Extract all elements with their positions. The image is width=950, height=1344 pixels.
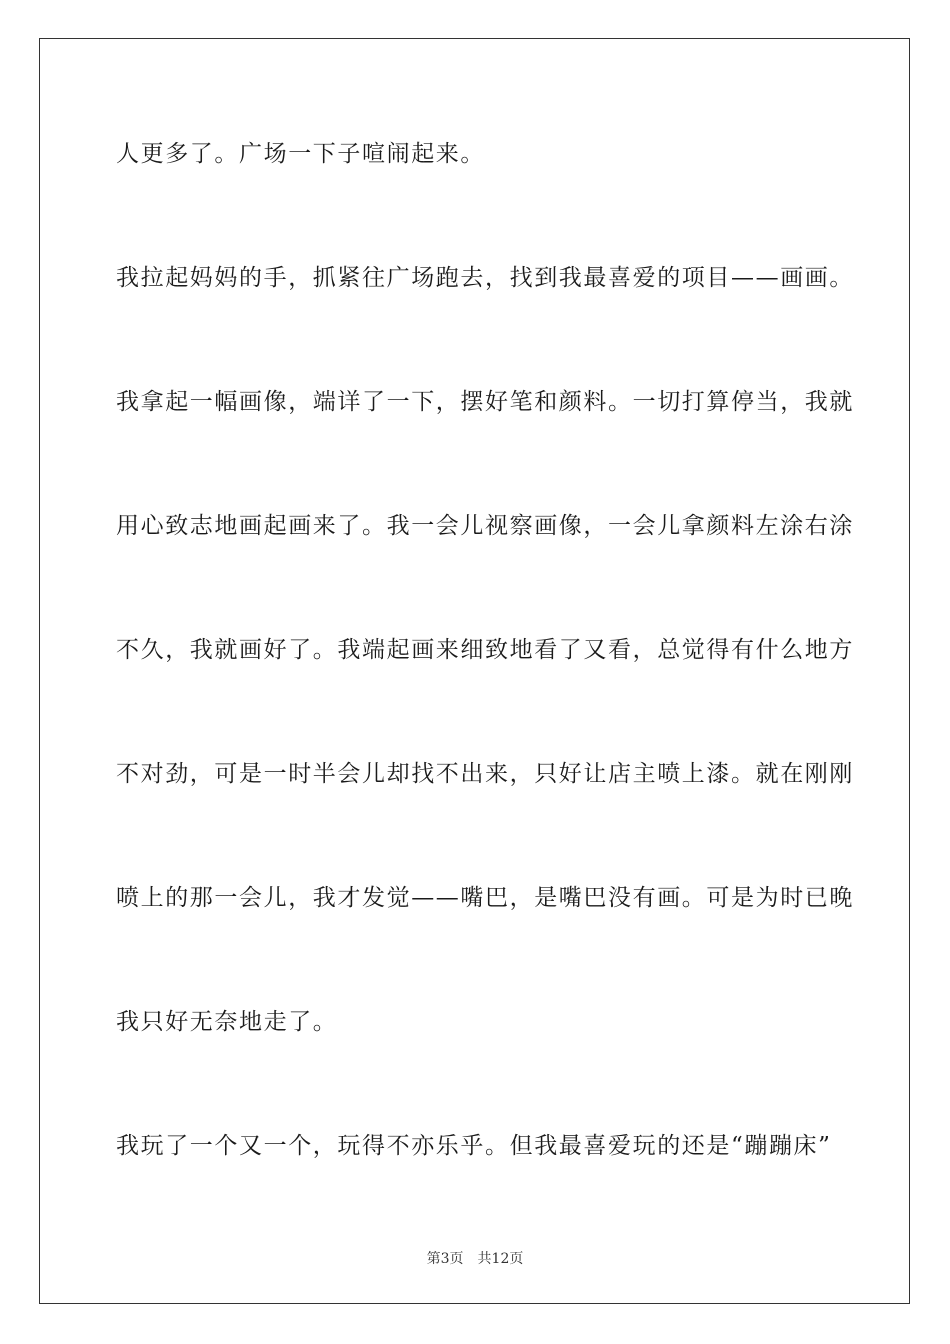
page-footer: [0, 1248, 950, 1268]
page-number-current: 第3页: [426, 1251, 464, 1267]
text-line-2: 我拉起妈妈的手，抓紧往广场跑去，找到我最喜爱的项目——画画。: [116, 265, 854, 291]
page-border: [39, 38, 910, 1304]
text-line-7: 喷上的那一会儿，我才发觉——嘴巴，是嘴巴没有画。可是为时已晚: [116, 885, 854, 911]
text-line-6: 不对劲，可是一时半会儿却找不出来，只好让店主喷上漆。就在刚刚: [116, 761, 854, 787]
page-number-total: 共12页: [477, 1251, 524, 1267]
text-line-9: 我玩了一个又一个，玩得不亦乐乎。但我最喜爱玩的还是“蹦蹦床”: [116, 1133, 832, 1159]
text-line-4: 用心致志地画起画来了。我一会儿视察画像，一会儿拿颜料左涂右涂: [116, 513, 854, 539]
text-line-5: 不久，我就画好了。我端起画来细致地看了又看，总觉得有什么地方: [116, 637, 854, 663]
text-line-8: 我只好无奈地走了。: [116, 1009, 338, 1035]
text-line-1: 人更多了。广场一下子喧闹起来。: [116, 141, 485, 167]
text-line-3: 我拿起一幅画像，端详了一下，摆好笔和颜料。一切打算停当，我就: [116, 389, 854, 415]
